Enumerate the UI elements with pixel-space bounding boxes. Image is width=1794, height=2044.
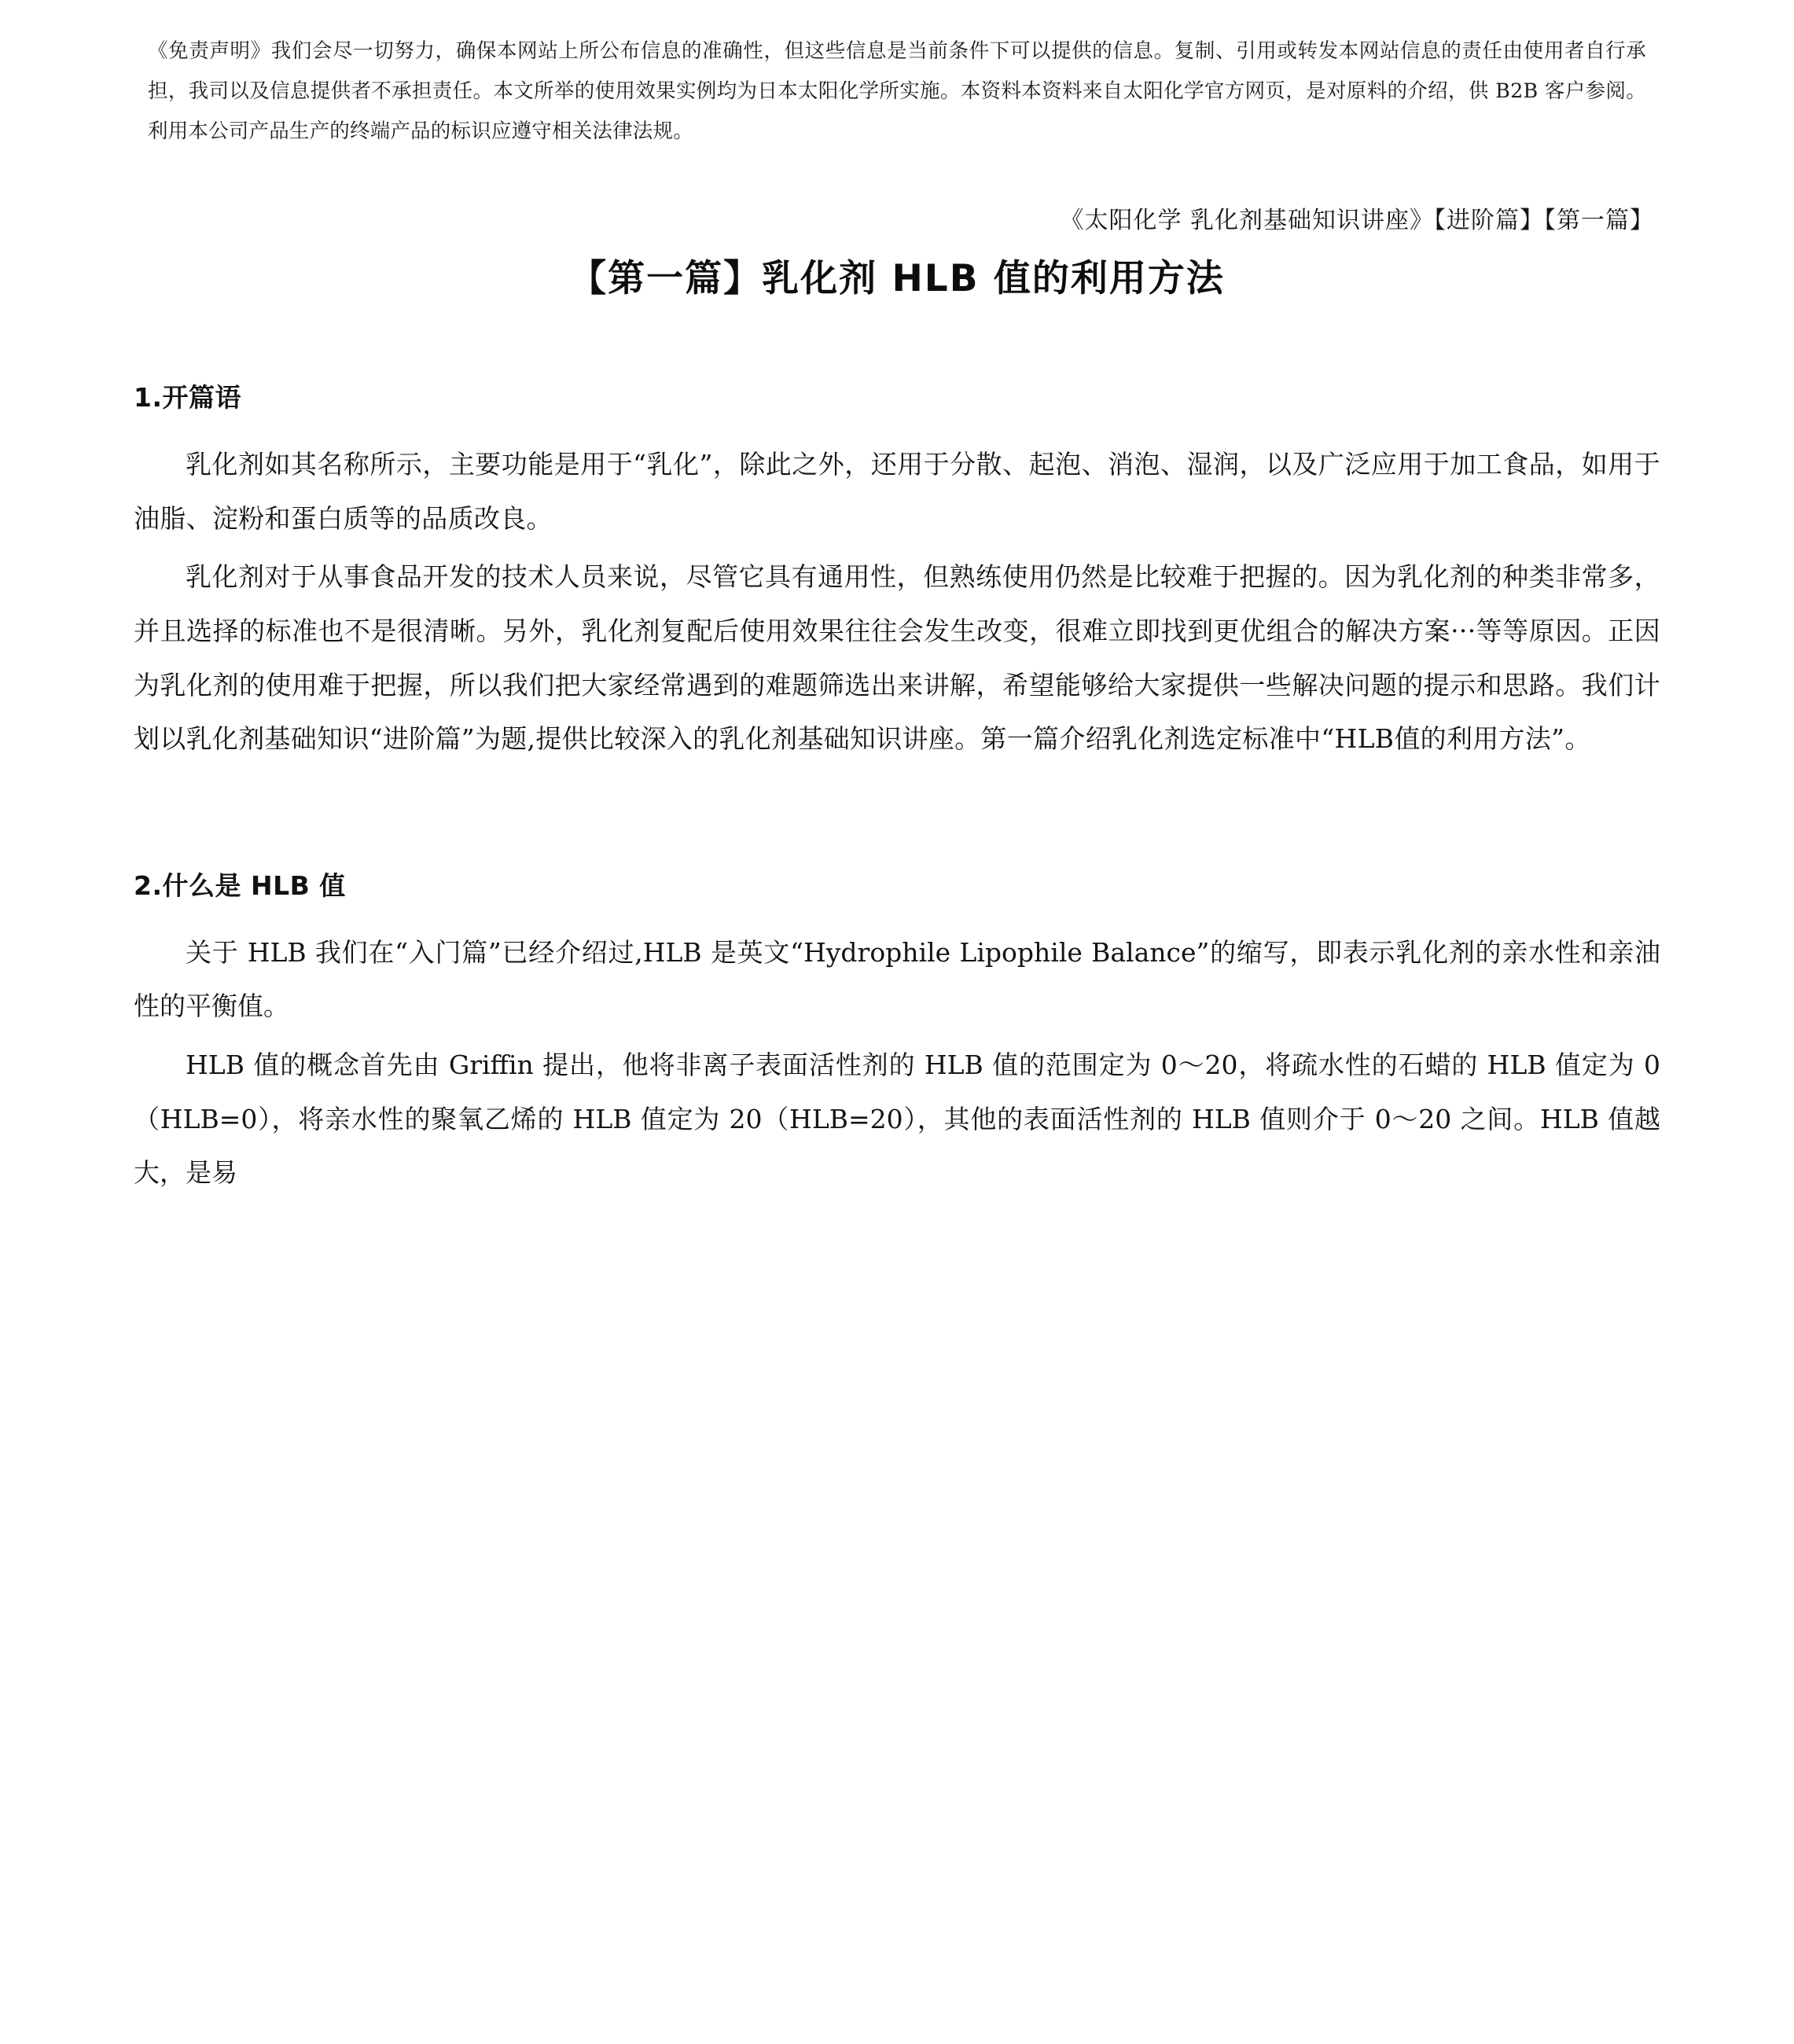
disclaimer-text: 《免责声明》我们会尽一切努力，确保本网站上所公布信息的准确性，但这些信息是当前条件下可以提供的信息。复制、引用或转发本网站信息的责任由使用者自行承担，我司以及信息提供者不承担责任。本文所举的使用效果实例均为日本太阳化学所实施。本资料本资料来自太阳化学官方网页，是对原料的介绍，供 B2B 客户参阅。利用本公司产品生产的终端产品的标识应遵守相关法律法规。	[148, 39, 1646, 143]
section-heading-1: 1.开篇语	[134, 382, 241, 413]
series-header: 《太阳化学 乳化剂基础知识讲座》【进阶篇】【第一篇】	[1060, 207, 1654, 234]
paragraph: 乳化剂如其名称所示，主要功能是用于“乳化”，除此之外，还用于分散、起泡、消泡、湿润，以及广泛应用于加工食品，如用于油脂、淀粉和蛋白质等的品质改良。	[134, 449, 1660, 534]
paragraph: HLB 值的概念首先由 Griffin 提出，他将非离子表面活性剂的 HLB 值的范围定为 0～20，将疏水性的石蜡的 HLB 值定为 0（HLB=0），将亲水性的聚氧乙烯的 HLB 值定为 20（HLB=20），其他的表面活性剂的 HLB 值则介于 0～20 之间。HLB 值越大，是易	[134, 1050, 1660, 1189]
section-heading-2: 2.什么是 HLB 值	[134, 869, 346, 901]
document-body	[134, 377, 1660, 1200]
paragraph: 乳化剂对于从事食品开发的技术人员来说，尽管它具有通用性，但熟练使用仍然是比较难于把握的。因为乳化剂的种类非常多，并且选择的标准也不是很清晰。另外，乳化剂复配后使用效果往往会发生改变，很难立即找到更优组合的解决方案···等等原因。正因为乳化剂的使用难于把握，所以我们把大家经常遇到的难题筛选出来讲解，希望能够给大家提供一些解决问题的提示和思路。我们计划以乳化剂基础知识“进阶篇”为题,提供比较深入的乳化剂基础知识讲座。第一篇介绍乳化剂选定标准中“HLB值的利用方法”。	[134, 561, 1660, 755]
paragraph: 关于 HLB 我们在“入门篇”已经介绍过,HLB 是英文“Hydrophile Lipophile Balance”的缩写，即表示乳化剂的亲水性和亲油性的平衡值。	[134, 936, 1660, 1022]
page-title: 【第一篇】乳化剂 HLB 值的利用方法	[569, 257, 1225, 300]
